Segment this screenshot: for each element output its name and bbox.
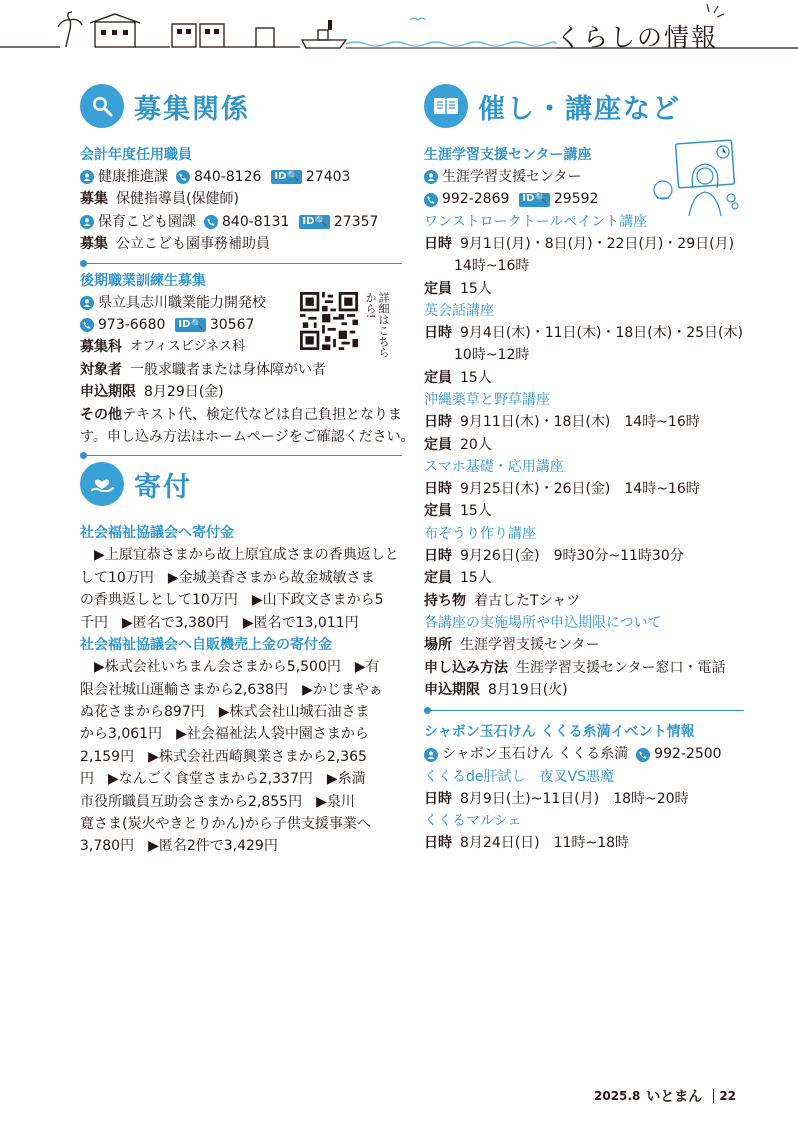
course5-heading: 布ぞうり作り講座 [424, 525, 536, 542]
apply-row [424, 657, 744, 679]
dept2-row [80, 211, 402, 233]
bring-row [424, 590, 744, 612]
left-column [80, 84, 415, 858]
cap-label: 定員 [424, 280, 452, 297]
course5-cap-row [424, 567, 744, 589]
footer [594, 1086, 736, 1106]
recruit-section-header [80, 84, 402, 128]
donation-paragraph-1 [80, 544, 402, 634]
job2: 公立こども園事務補助員 [116, 236, 270, 253]
center-name: 生涯学習支援センター [442, 169, 582, 185]
course1-heading: ワンストロークトールペイント講座 [424, 213, 648, 230]
kukuru-org-row [424, 743, 744, 765]
search-icon [80, 84, 124, 128]
donation-line: 3,780円 ▶匿名2件で3,429円 [80, 838, 278, 855]
person-icon [80, 296, 94, 310]
kukuru-event1-date-row [424, 788, 744, 810]
donation-line: 千円 ▶匿名で3,380円 ▶匿名で13,011円 [80, 614, 359, 631]
kukuru-tel: 992-2500 [654, 746, 722, 763]
donation-line: して10万円 ▶金城美香さまから故金城敏さま [80, 569, 375, 586]
donation-line: 寛さま(炭火やきとりかん)から子供支援事業へ [80, 815, 371, 832]
page-number: 22 [719, 1089, 737, 1103]
footer-logo: いとまん [646, 1089, 703, 1105]
header-title: くらしの情報 [556, 23, 719, 52]
kukuru-event2-date: 8月24日(日) 11時~18時 [460, 835, 630, 852]
course1-cap-row [424, 278, 744, 300]
events-section-header [424, 84, 744, 128]
other-row-2 [80, 426, 415, 448]
boshu-label-1: 募集 [80, 191, 108, 208]
donation-line: ▶株式会社いちまん会さまから5,500円 ▶有 [94, 659, 380, 676]
deadline-label: 申込期限 [80, 384, 136, 401]
phone-icon [636, 748, 650, 762]
dept1: 健康推進課 [98, 169, 168, 185]
course3-date-row [424, 411, 744, 433]
course5-cap: 15人 [460, 570, 492, 587]
bring-label: 持ち物 [424, 592, 466, 609]
place: 生涯学習支援センター [460, 637, 600, 654]
other-text-1: テキスト代、検定代などは自己負担となりま [122, 406, 402, 423]
event-deadline: 8月19日(火) [488, 681, 568, 698]
events-title: 催し・講座など [478, 93, 681, 125]
donation-line: 2,159円 ▶株式会社西崎興業さまから2,365 [80, 748, 367, 765]
id-search-icon: ID 🔍 [299, 215, 329, 229]
school: 県立具志川職業能力開発校 [98, 294, 266, 311]
person-icon [80, 170, 94, 184]
center-tel: 992-2869 [442, 191, 510, 208]
course4-cap: 15人 [460, 503, 492, 520]
dept1-row [80, 166, 402, 188]
course4-heading: スマホ基礎・応用講座 [424, 459, 564, 476]
fy-staff-heading: 会計年度任用職員 [80, 147, 192, 163]
apply: 生涯学習支援センター窓口・電話 [516, 659, 726, 676]
deadline-row [80, 381, 402, 403]
tel3: 973-6680 [98, 317, 166, 334]
course3-cap: 20人 [460, 436, 492, 453]
donation-paragraph-2 [80, 656, 402, 858]
id3: 30567 [209, 317, 255, 334]
kukuru-event2-date-row [424, 832, 744, 854]
donation-line: ぬ花さまから897円 ▶株式会社山城石油さま [80, 703, 370, 720]
center-block [424, 144, 744, 211]
course2-cap-row [424, 367, 744, 389]
course1-time: 14時~16時 [454, 258, 530, 275]
tel1: 840-8126 [194, 169, 262, 185]
date-label: 日時 [424, 547, 452, 564]
cap-label: 定員 [424, 570, 452, 587]
course3-heading: 沖縄薬草と野草講座 [424, 392, 550, 409]
event-deadline-row [424, 679, 744, 701]
date-label: 日時 [424, 235, 452, 252]
course3-cap-row [424, 434, 744, 456]
course4-cap-row [424, 500, 744, 522]
center-heading: 生涯学習支援センター講座 [424, 147, 592, 163]
date-label: 日時 [424, 481, 452, 498]
donation-line: 限会社城山運輸さまから2,638円 ▶かじまやぁ [80, 681, 383, 698]
job1-row [80, 188, 402, 210]
other-label: その他 [80, 406, 122, 423]
deadline-label: 申込期限 [424, 681, 480, 698]
course5-date-row [424, 545, 744, 567]
id-search-icon: ID 🔍 [271, 170, 301, 184]
deadline: 8月29日(金) [144, 384, 224, 401]
course2-heading: 英会話講座 [424, 303, 494, 320]
kukuru-event1-heading: くくるde肝試し 夜叉VS悪魔 [424, 768, 614, 785]
date-label: 日時 [424, 325, 452, 342]
course2-time-row [424, 344, 744, 366]
course: オフィスビジネス科 [130, 339, 246, 355]
right-column [424, 84, 744, 855]
course1-date: 9月1日(月)・8日(月)・22日(月)・29日(月) [460, 235, 735, 252]
course4-date-row [424, 478, 744, 500]
recruit-title: 募集関係 [134, 93, 250, 125]
kukuru-event1-date: 8月9日(土)~11日(月) 18時~20時 [460, 790, 689, 807]
kukuru-heading: シャボン玉石けん くくる糸満イベント情報 [424, 724, 695, 741]
person-icon [80, 215, 94, 229]
boshu-label-2: 募集 [80, 236, 108, 253]
divider [424, 710, 744, 711]
course1-cap: 15人 [460, 280, 492, 297]
kukuru-org: シャボン玉石けん くくる糸満 [442, 746, 629, 763]
id1: 27403 [305, 169, 351, 185]
course-label: 募集科 [80, 339, 122, 356]
course5-date: 9月26日(金) 9時30分~11時30分 [460, 547, 684, 564]
cap-label: 定員 [424, 436, 452, 453]
donation-title: 寄付 [134, 471, 192, 503]
divider [80, 455, 402, 456]
apply-label: 申し込み方法 [424, 659, 508, 676]
phone-icon [176, 170, 190, 184]
target-label: 対象者 [80, 361, 122, 378]
target: 一般求職者または身体障がい者 [130, 361, 326, 378]
course2-date: 9月4日(木)・11日(木)・18日(木)・25日(木) [460, 325, 743, 342]
donation-heading-1: 社会福祉協議会へ寄付金 [80, 525, 234, 542]
phone-icon [80, 318, 94, 332]
info-heading: 各講座の実施場所や申込期限について [424, 615, 662, 632]
date-label: 日時 [424, 835, 452, 852]
qr-note: 詳細はこちらから! [364, 291, 390, 358]
phone-icon [424, 193, 438, 207]
footer-separator [713, 1089, 714, 1103]
donation-line: ▶上原宜恭さまから故上原宜成さまの香典返しと [94, 547, 399, 564]
center-id: 29592 [553, 191, 599, 208]
footer-date: 2025.8 [594, 1089, 641, 1103]
kukuru-event2-heading: くくるマルシェ [424, 813, 522, 830]
course1-date-row [424, 233, 744, 255]
donation-heart-icon [80, 462, 124, 506]
donation-heading-2: 社会福祉協議会へ自販機売上金の寄付金 [80, 637, 332, 654]
tel2: 840-8131 [222, 213, 290, 230]
job1: 保健指導員(保健師) [116, 191, 239, 208]
donation-line: から3,061円 ▶社会福祉法人袋中園さまから [80, 726, 369, 743]
cap-label: 定員 [424, 503, 452, 520]
phone-icon [204, 215, 218, 229]
date-label: 日時 [424, 414, 452, 431]
id-search-icon: ID 🔍 [175, 318, 205, 332]
cap-label: 定員 [424, 369, 452, 386]
teacher-illustration [649, 138, 741, 218]
dept2: 保育こども園課 [98, 213, 196, 230]
place-label: 場所 [424, 637, 452, 654]
donation-line: の香典返しとして10万円 ▶山下政文さまから5 [80, 592, 384, 609]
job2-row [80, 233, 402, 255]
bring: 着古したTシャツ [474, 592, 581, 609]
person-icon [424, 170, 438, 184]
kouki-block [80, 292, 402, 359]
course2-time: 10時~12時 [454, 347, 530, 364]
other-text-2: す。申し込み方法はホームページをご確認ください。 [80, 429, 415, 446]
other-row-1 [80, 404, 402, 426]
divider [80, 263, 402, 264]
id-search-icon: ID 🔍 [519, 193, 549, 207]
course4-date: 9月25日(木)・26日(金) 14時~16時 [460, 481, 700, 498]
donation-section-header [80, 462, 402, 506]
date-label: 日時 [424, 790, 452, 807]
course2-cap: 15人 [460, 369, 492, 386]
donation-line: 円 ▶なんごく食堂さまから2,337円 ▶糸満 [80, 771, 366, 788]
person-icon [424, 748, 438, 762]
book-icon [424, 84, 468, 128]
donation-line: 市役所職員互助会さまから2,855円 ▶泉川 [80, 793, 355, 810]
course3-date: 9月11日(木)・18日(木) 14時~16時 [460, 414, 700, 431]
course1-time-row [424, 255, 744, 277]
course2-date-row [424, 322, 744, 344]
kouki-heading: 後期職業訓練生募集 [80, 272, 206, 289]
qr-code[interactable] [300, 292, 358, 350]
place-row [424, 634, 744, 656]
id2: 27357 [333, 213, 379, 230]
target-row [80, 359, 402, 381]
